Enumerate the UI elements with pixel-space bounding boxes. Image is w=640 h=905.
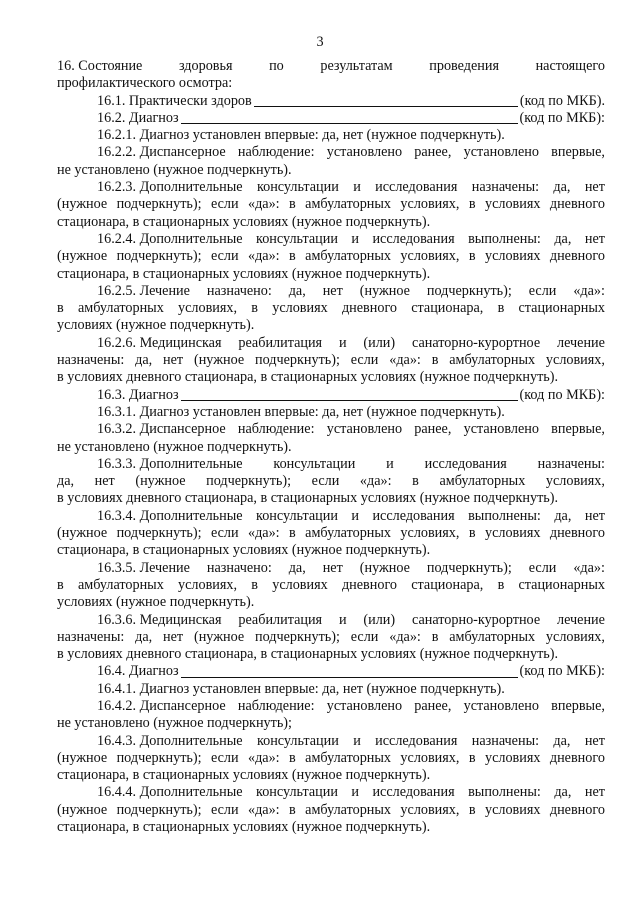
word: подчеркнуть);	[116, 749, 202, 766]
word: назначены:	[57, 628, 125, 645]
word: в	[468, 248, 476, 265]
word: в	[468, 801, 476, 818]
word: нет	[163, 352, 184, 369]
word: исследования	[424, 455, 507, 472]
text-line	[57, 456, 605, 473]
word: условиях,	[545, 628, 605, 645]
word: и	[353, 179, 361, 196]
word: и	[338, 611, 347, 628]
word: выполнены:	[468, 230, 541, 247]
text-line: не установлено (нужное подчеркнуть);	[57, 715, 292, 732]
word: да,	[57, 473, 75, 490]
word: «да»:	[247, 801, 280, 818]
word: наблюдение:	[237, 421, 315, 438]
word: стационарных	[518, 576, 605, 593]
word: 16.2.3. Дополнительные	[97, 179, 243, 196]
word: подчеркнуть);	[206, 473, 292, 490]
word: лечение	[556, 334, 605, 351]
word: 16.3.5. Лечение	[97, 559, 190, 576]
word: да,	[288, 282, 306, 299]
word: в	[289, 749, 296, 766]
word: условиях,	[545, 473, 605, 490]
word: результатам	[320, 58, 393, 74]
word: условиях,	[545, 352, 605, 369]
word: дневного	[341, 300, 398, 317]
word: 16.4.4. Дополнительные	[97, 784, 243, 801]
word: условиях	[484, 248, 541, 265]
text-line	[57, 784, 605, 801]
word: «да»:	[573, 559, 605, 576]
text-line	[57, 248, 605, 265]
text-line: стационара, в стационарных условиях (нужное подчеркнуть).	[57, 265, 431, 282]
word: назначено:	[206, 282, 272, 299]
word: условиях	[484, 749, 541, 766]
word: впервые,	[551, 697, 605, 714]
text-line	[57, 283, 605, 300]
icd-code-label: (код по МКБ):	[519, 109, 605, 126]
word: исследования	[375, 179, 458, 196]
word: (или)	[363, 334, 396, 351]
word: амбулаторных	[449, 628, 536, 645]
word: подчеркнуть);	[116, 196, 202, 213]
text-line	[57, 196, 605, 213]
diagnosis-field-line	[57, 387, 605, 404]
word: выполнены:	[468, 784, 541, 801]
word: 16.3.6. Медицинская	[97, 611, 222, 628]
fill-in-blank[interactable]	[181, 110, 518, 124]
word: выполнены:	[468, 507, 541, 524]
text-line: стационара, в стационарных условиях (нужное подчеркнуть).	[57, 213, 431, 230]
word: условиях,	[400, 248, 460, 265]
word: если	[210, 801, 239, 818]
word: (нужное	[57, 248, 108, 265]
text-line: условиях (нужное подчеркнуть).	[57, 317, 255, 334]
text-line	[57, 525, 605, 542]
word: нет	[163, 628, 184, 645]
word: ранее,	[414, 421, 452, 438]
word: установлено	[463, 697, 539, 714]
word: «да»:	[247, 525, 280, 542]
word: (нужное	[57, 801, 108, 818]
word: да,	[554, 230, 572, 247]
word: «да»:	[359, 473, 392, 490]
text-line	[57, 629, 605, 646]
word: амбулаторных	[305, 525, 392, 542]
word: лечение	[556, 611, 605, 628]
word: нет	[322, 559, 343, 576]
word: назначено:	[206, 559, 272, 576]
word: если	[210, 248, 239, 265]
word: в	[431, 352, 439, 369]
word: подчеркнуть);	[254, 352, 340, 369]
text-line: стационара, в стационарных условиях (нужное подчеркнуть).	[57, 819, 431, 836]
word: наблюдение:	[237, 697, 315, 714]
word: если	[210, 196, 239, 213]
word: если	[528, 559, 557, 576]
word: 16.3.3. Дополнительные	[97, 455, 243, 472]
word: назначены:	[471, 179, 540, 196]
word: исследования	[372, 230, 455, 247]
word: амбулаторных	[77, 300, 164, 317]
word: установлено	[326, 144, 403, 161]
word: стационара,	[411, 300, 484, 317]
word: если	[210, 749, 239, 766]
word: 16.4.3. Дополнительные	[97, 732, 243, 749]
word: консультации	[256, 784, 338, 801]
text-line: в условиях дневного стационара, в стационарных условиях (нужное подчеркнуть).	[57, 369, 559, 386]
word: в	[57, 576, 64, 593]
word: в	[289, 525, 296, 542]
word: нет	[94, 473, 115, 490]
word: 16.3.4. Дополнительные	[97, 507, 243, 524]
word: в	[289, 196, 296, 213]
word: и	[353, 732, 361, 749]
word: условиях	[272, 300, 328, 317]
word: условиях,	[178, 300, 238, 317]
diagnosis-field-line	[57, 110, 605, 127]
word: (нужное	[135, 473, 186, 490]
document-body	[57, 58, 605, 836]
word: реабилитация	[238, 611, 323, 628]
icd-code-label: (код по МКБ).	[519, 92, 605, 109]
text-line	[57, 352, 605, 369]
word: да,	[553, 179, 571, 196]
word: стационарных	[518, 300, 605, 317]
word: нет	[584, 732, 605, 749]
word: проведения	[429, 58, 499, 74]
word: в	[468, 749, 476, 766]
word: «да»:	[247, 196, 280, 213]
word: условиях,	[400, 196, 460, 213]
word: если	[350, 628, 379, 645]
word: установлено	[463, 421, 539, 438]
word: назначены:	[471, 732, 540, 749]
word: консультации	[256, 179, 339, 196]
word: (нужное	[57, 749, 108, 766]
word: если	[210, 525, 239, 542]
word: подчеркнуть);	[426, 559, 512, 576]
word: в	[57, 300, 64, 317]
word: реабилитация	[238, 334, 323, 351]
word: да,	[135, 628, 153, 645]
word: и	[351, 507, 359, 524]
word: если	[350, 352, 379, 369]
field-label: 16.3. Диагноз	[97, 386, 179, 403]
word: дневного	[549, 248, 605, 265]
word: в	[497, 576, 505, 593]
word: (нужное	[57, 525, 108, 542]
word: 16.2.4. Дополнительные	[97, 230, 243, 247]
word: условиях,	[400, 801, 460, 818]
word: ранее,	[414, 144, 452, 161]
text-line	[57, 733, 605, 750]
word: в	[289, 248, 296, 265]
text-line	[57, 698, 605, 715]
field-label: 16.2. Диагноз	[97, 109, 179, 126]
word: дневного	[341, 576, 398, 593]
word: и	[351, 784, 359, 801]
word: исследования	[375, 732, 458, 749]
word: санаторно-курортное	[411, 611, 541, 628]
text-line	[57, 231, 605, 248]
text-line	[57, 300, 605, 317]
text-line	[57, 612, 605, 629]
text-line	[57, 802, 605, 819]
word: здоровья	[178, 58, 233, 74]
word: установлено	[326, 421, 403, 438]
icd-code-label: (код по МКБ):	[519, 386, 605, 403]
text-line	[57, 58, 605, 75]
text-line: в условиях дневного стационара, в стационарных условиях (нужное подчеркнуть).	[57, 490, 559, 507]
word: в	[468, 196, 476, 213]
word: консультации	[256, 507, 338, 524]
word: и	[351, 230, 359, 247]
word: (нужное	[57, 196, 108, 213]
word: да,	[135, 352, 153, 369]
word: если	[311, 473, 340, 490]
word: подчеркнуть);	[254, 628, 340, 645]
word: «да»:	[247, 749, 280, 766]
word: 16.2.2. Диспансерное	[97, 144, 226, 161]
word: подчеркнуть);	[116, 248, 202, 265]
word: в	[251, 300, 258, 317]
word: (нужное	[359, 559, 410, 576]
word: 16.4.2. Диспансерное	[97, 697, 226, 714]
text-line: 16.2.1. Диагноз установлен впервые: да, нет (нужное подчеркнуть).	[97, 127, 505, 144]
word: «да»:	[247, 248, 280, 265]
word: 16.2.5. Лечение	[97, 282, 190, 299]
word: исследования	[372, 784, 455, 801]
text-line: не установлено (нужное подчеркнуть).	[57, 161, 292, 178]
word: «да»:	[389, 628, 421, 645]
word: 16. Состояние	[57, 58, 143, 74]
word: амбулаторных	[439, 473, 526, 490]
word: дневного	[549, 749, 605, 766]
text-line: в условиях дневного стационара, в стационарных условиях (нужное подчеркнуть).	[57, 646, 559, 663]
text-line	[57, 421, 605, 438]
text-line: 16.4.1. Диагноз установлен впервые: да, нет (нужное подчеркнуть).	[97, 680, 505, 697]
word: в	[468, 525, 476, 542]
word: подчеркнуть);	[116, 525, 202, 542]
text-line: условиях (нужное подчеркнуть).	[57, 594, 255, 611]
word: в	[251, 576, 258, 593]
word: консультации	[273, 455, 356, 472]
diagnosis-field-line	[57, 93, 605, 110]
word: нет	[584, 784, 605, 801]
word: (нужное	[193, 352, 245, 369]
text-line	[57, 577, 605, 594]
word: и	[386, 455, 394, 472]
word: и	[338, 334, 347, 351]
word: амбулаторных	[449, 352, 536, 369]
text-line: 16.3.1. Диагноз установлен впервые: да, нет (нужное подчеркнуть).	[97, 403, 505, 420]
word: по	[269, 58, 284, 74]
word: условиях	[484, 801, 541, 818]
text-line	[57, 473, 605, 490]
fill-in-blank[interactable]	[254, 93, 518, 107]
text-line: стационара, в стационарных условиях (нужное подчеркнуть).	[57, 542, 431, 559]
word: установлено	[326, 697, 403, 714]
word: нет	[584, 179, 605, 196]
word: стационара,	[411, 576, 484, 593]
fill-in-blank[interactable]	[181, 387, 518, 401]
word: впервые,	[551, 421, 605, 438]
word: наблюдение:	[237, 144, 315, 161]
word: условиях,	[400, 525, 460, 542]
word: исследования	[372, 507, 455, 524]
word: нет	[584, 230, 605, 247]
diagnosis-field-line	[57, 663, 605, 680]
text-line: не установлено (нужное подчеркнуть).	[57, 438, 292, 455]
text-line	[57, 179, 605, 196]
word: дневного	[549, 196, 605, 213]
word: назначены:	[57, 352, 125, 369]
word: если	[528, 282, 557, 299]
word: в	[497, 300, 505, 317]
word: консультации	[256, 230, 338, 247]
word: условиях,	[178, 576, 238, 593]
text-line: стационара, в стационарных условиях (нужное подчеркнуть).	[57, 767, 431, 784]
word: «да»:	[389, 352, 421, 369]
word: назначены:	[537, 455, 605, 472]
word: установлено	[463, 144, 539, 161]
text-line	[57, 508, 605, 525]
word: нет	[322, 282, 343, 299]
field-label: 16.4. Диагноз	[97, 663, 179, 680]
word: ранее,	[414, 697, 452, 714]
text-line	[57, 335, 605, 352]
word: да,	[553, 732, 571, 749]
word: амбулаторных	[305, 196, 392, 213]
word: амбулаторных	[305, 248, 392, 265]
word: (нужное	[193, 628, 245, 645]
word: в	[289, 801, 296, 818]
word: 16.2.6. Медицинская	[97, 334, 222, 351]
word: (или)	[363, 611, 396, 628]
word: санаторно-курортное	[411, 334, 541, 351]
text-line: профилактического осмотра:	[57, 75, 233, 92]
word: да,	[554, 784, 572, 801]
word: настоящего	[535, 58, 605, 74]
text-line	[57, 750, 605, 767]
word: нет	[584, 507, 605, 524]
word: подчеркнуть);	[426, 282, 512, 299]
word: дневного	[549, 801, 605, 818]
word: консультации	[256, 732, 339, 749]
text-line	[57, 144, 605, 161]
icd-code-label: (код по МКБ):	[519, 663, 605, 680]
word: в	[412, 473, 419, 490]
page-number: 3	[316, 34, 324, 50]
word: условиях	[484, 525, 541, 542]
word: в	[431, 628, 439, 645]
word: да,	[554, 507, 572, 524]
word: (нужное	[359, 282, 410, 299]
word: да,	[288, 559, 306, 576]
word: 16.3.2. Диспансерное	[97, 421, 226, 438]
field-label: 16.1. Практически здоров	[97, 92, 252, 109]
word: амбулаторных	[77, 576, 164, 593]
word: амбулаторных	[305, 801, 392, 818]
word: впервые,	[551, 144, 605, 161]
word: условиях,	[400, 749, 460, 766]
fill-in-blank[interactable]	[181, 663, 518, 677]
word: условиях	[484, 196, 541, 213]
word: амбулаторных	[305, 749, 392, 766]
word: дневного	[549, 525, 605, 542]
word: условиях	[272, 576, 328, 593]
word: «да»:	[573, 282, 605, 299]
word: подчеркнуть);	[116, 801, 202, 818]
text-line	[57, 560, 605, 577]
